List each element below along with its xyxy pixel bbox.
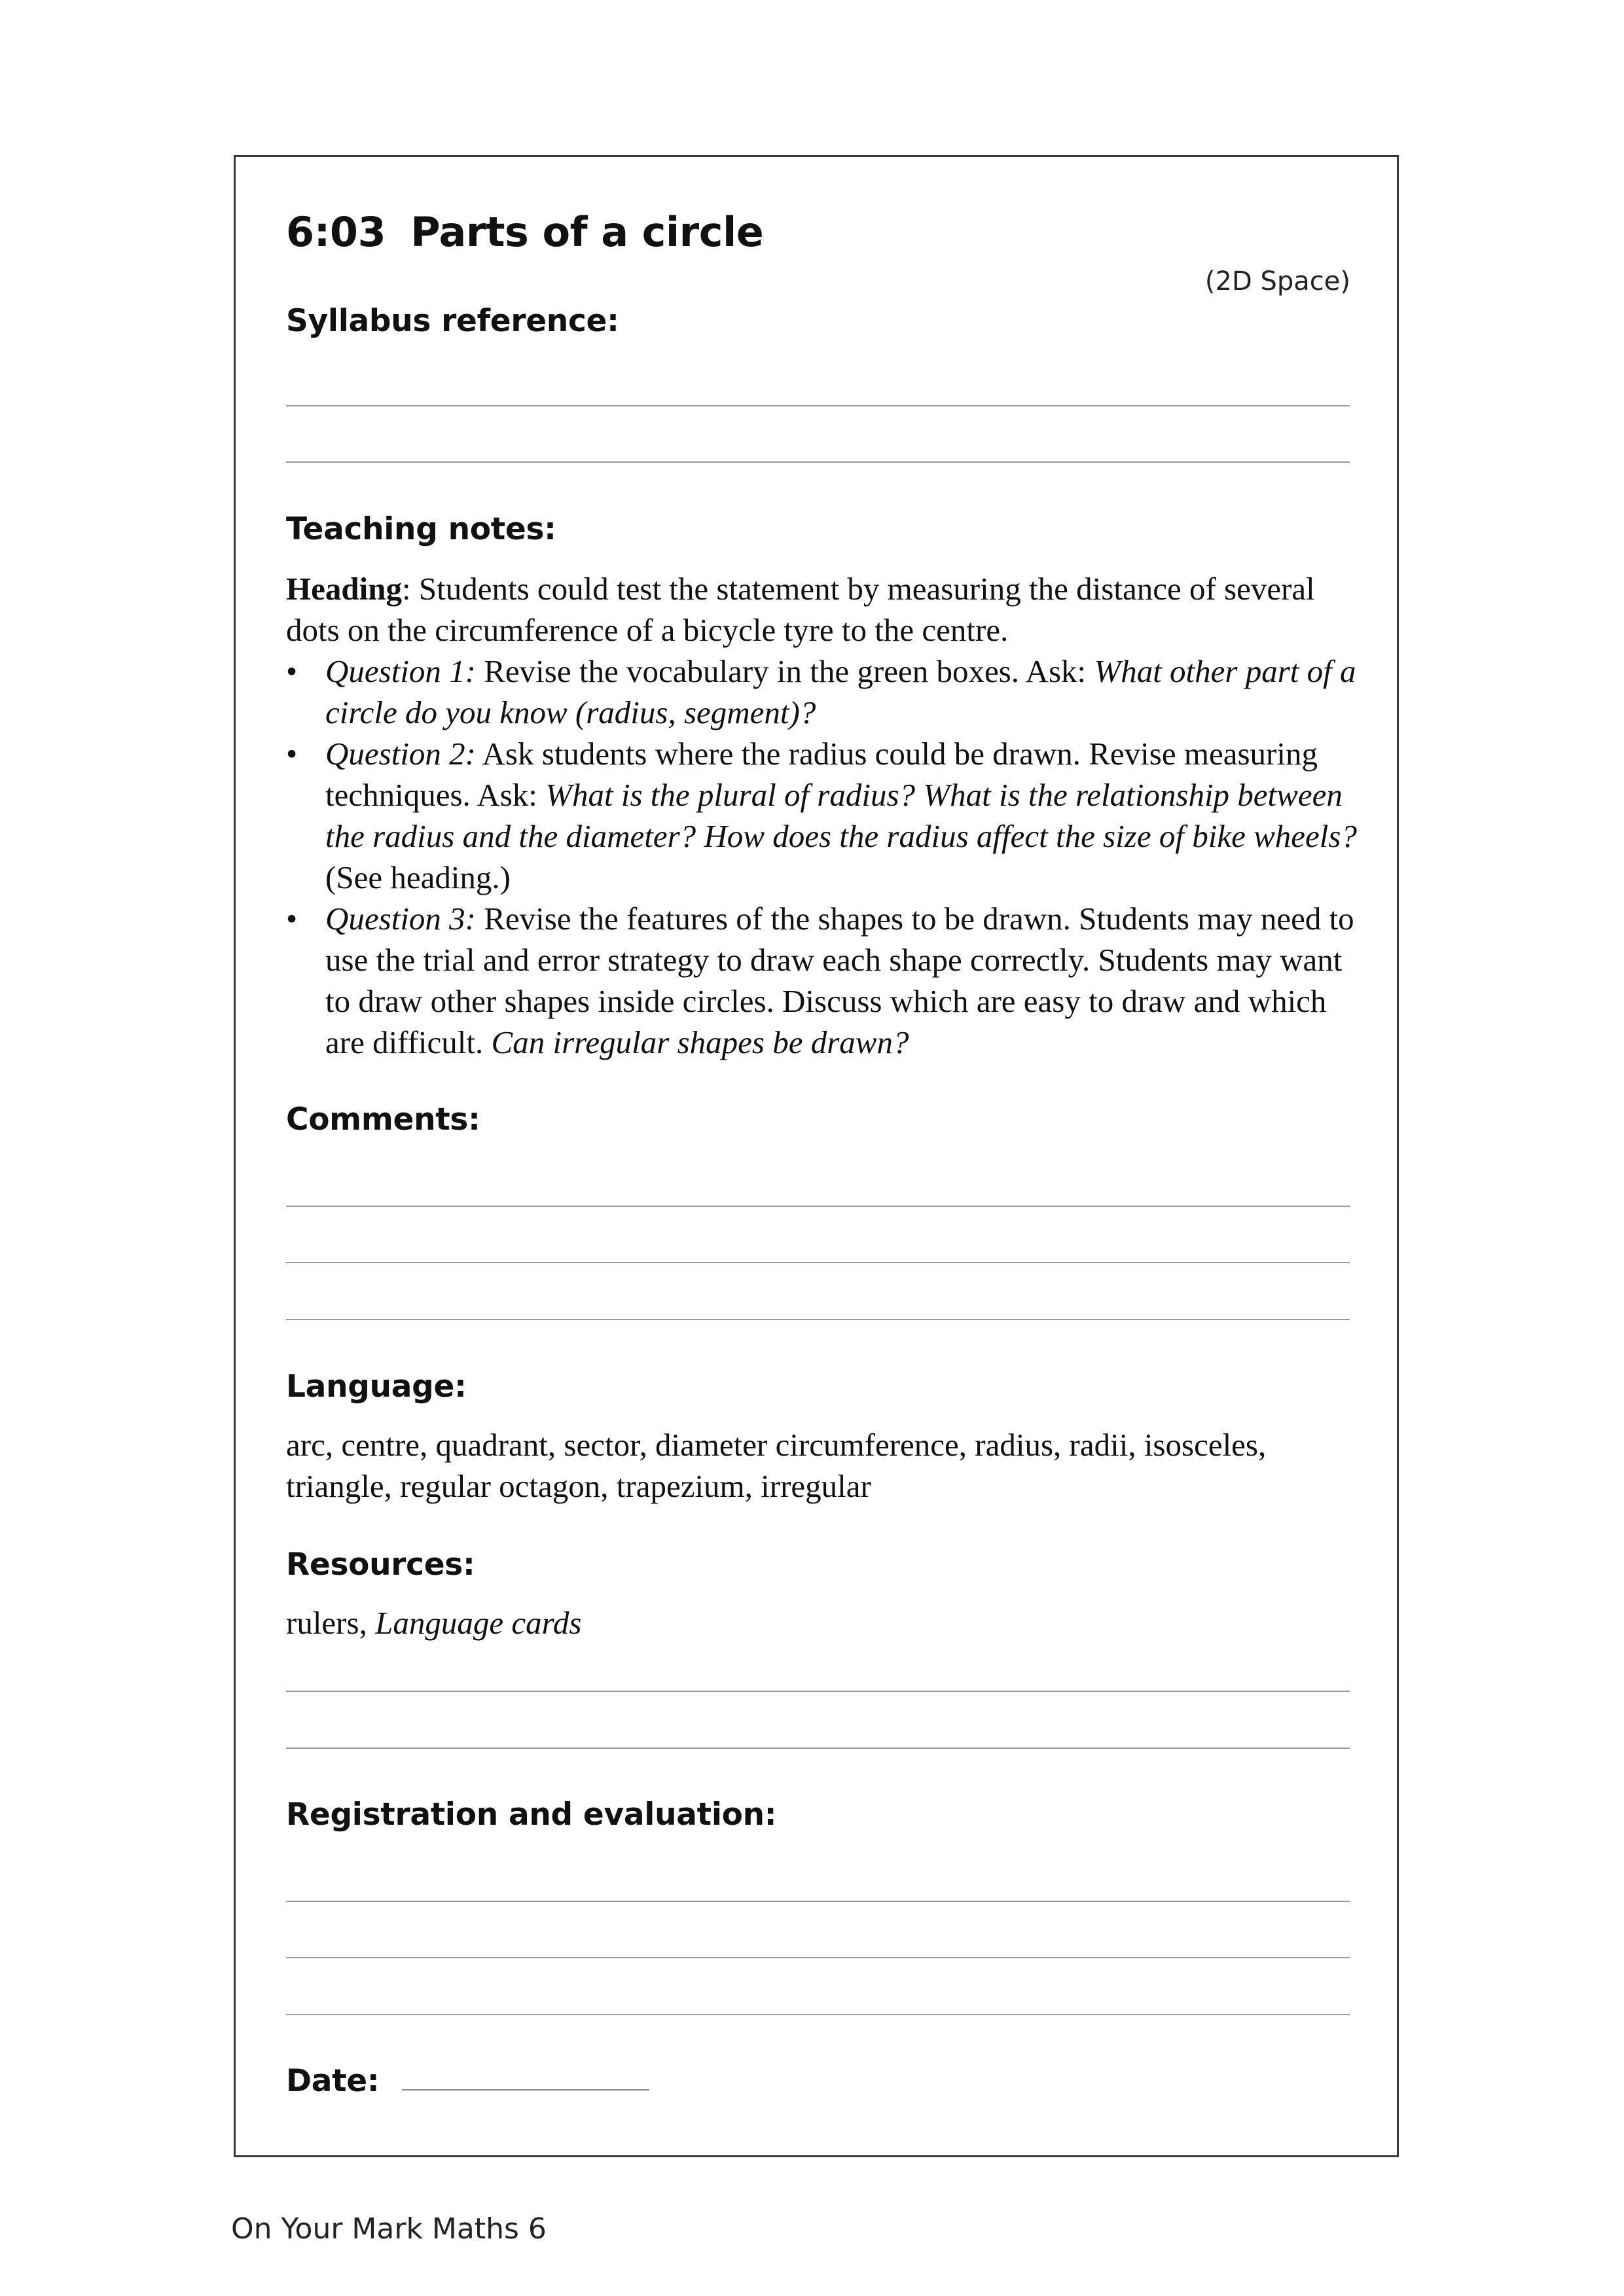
question-1-ask: What other part of a circle do you know (radius, segment)? bbox=[325, 653, 1356, 730]
resources-line-1[interactable] bbox=[286, 1691, 1350, 1692]
question-1-text: Revise the vocabulary in the green boxes. Ask: bbox=[476, 653, 1094, 689]
lesson-title: Parts of a circle bbox=[410, 208, 764, 256]
question-2-text: Ask students where the radius could be drawn. Revise measuring techniques. Ask: bbox=[325, 736, 1318, 813]
bullet-icon: • bbox=[286, 901, 298, 937]
worksheet-frame bbox=[234, 155, 1399, 2157]
question-2-note bbox=[286, 733, 1360, 898]
question-1-label: Question 1: bbox=[325, 653, 476, 689]
resources-line-2[interactable] bbox=[286, 1748, 1350, 1749]
resources-plain: rulers, bbox=[286, 1605, 376, 1641]
resources-list bbox=[286, 1602, 1360, 1643]
question-2-label: Question 2: bbox=[325, 736, 476, 772]
comments-heading: Comments: bbox=[286, 1102, 480, 1138]
date-label: Date: bbox=[286, 2063, 380, 2099]
language-heading: Language: bbox=[286, 1369, 467, 1405]
heading-note bbox=[286, 568, 1360, 651]
registration-line-2[interactable] bbox=[286, 1957, 1350, 1958]
registration-line-3[interactable] bbox=[286, 2014, 1350, 2015]
bullet-icon: • bbox=[286, 736, 298, 772]
registration-line-1[interactable] bbox=[286, 1901, 1350, 1902]
language-list: arc, centre, quadrant, sector, diameter circumference, radius, radii, isosceles, triangle, regular octagon, trapezium, irregular bbox=[286, 1427, 1267, 1504]
syllabus-line-1[interactable] bbox=[286, 405, 1350, 406]
comments-line-2[interactable] bbox=[286, 1262, 1350, 1263]
heading-note-label: Heading bbox=[286, 571, 402, 607]
question-2-ask: What is the plural of radius? What is the relationship between the radius and the diameter? How does the radius affect the size of bike wheels? bbox=[325, 777, 1357, 854]
teaching-notes-heading: Teaching notes: bbox=[286, 511, 556, 547]
resources-heading: Resources: bbox=[286, 1547, 475, 1583]
comments-line-1[interactable] bbox=[286, 1206, 1350, 1207]
bullet-icon: • bbox=[286, 653, 298, 689]
question-3-ask: Can irregular shapes be drawn? bbox=[491, 1024, 909, 1060]
question-3-label: Question 3: bbox=[325, 901, 476, 937]
comments-line-3[interactable] bbox=[286, 1319, 1350, 1320]
question-notes-list bbox=[286, 651, 1360, 1063]
resources-italic: Language cards bbox=[375, 1605, 582, 1641]
syllabus-line-2[interactable] bbox=[286, 461, 1350, 463]
registration-heading: Registration and evaluation: bbox=[286, 1797, 777, 1833]
page-title bbox=[286, 208, 763, 256]
date-field[interactable] bbox=[402, 2089, 649, 2090]
topic-label: (2D Space) bbox=[1204, 266, 1350, 296]
question-1-note bbox=[286, 651, 1360, 733]
syllabus-heading: Syllabus reference: bbox=[286, 303, 619, 339]
footer-book-title: On Your Mark Maths 6 bbox=[231, 2212, 547, 2246]
lesson-number: 6:03 bbox=[286, 208, 386, 256]
question-3-note bbox=[286, 898, 1360, 1063]
question-2-tail: (See heading.) bbox=[325, 859, 511, 895]
heading-note-text: : Students could test the statement by measuring the distance of several dots on the circumference of a bicycle tyre to the centre. bbox=[286, 571, 1315, 648]
question-3-text: Revise the features of the shapes to be drawn. Students may need to use the trial and error strategy to draw each shape correctly. Students may want to draw other shapes inside circles. Discuss which are easy to draw and which are difficult. bbox=[325, 901, 1354, 1060]
